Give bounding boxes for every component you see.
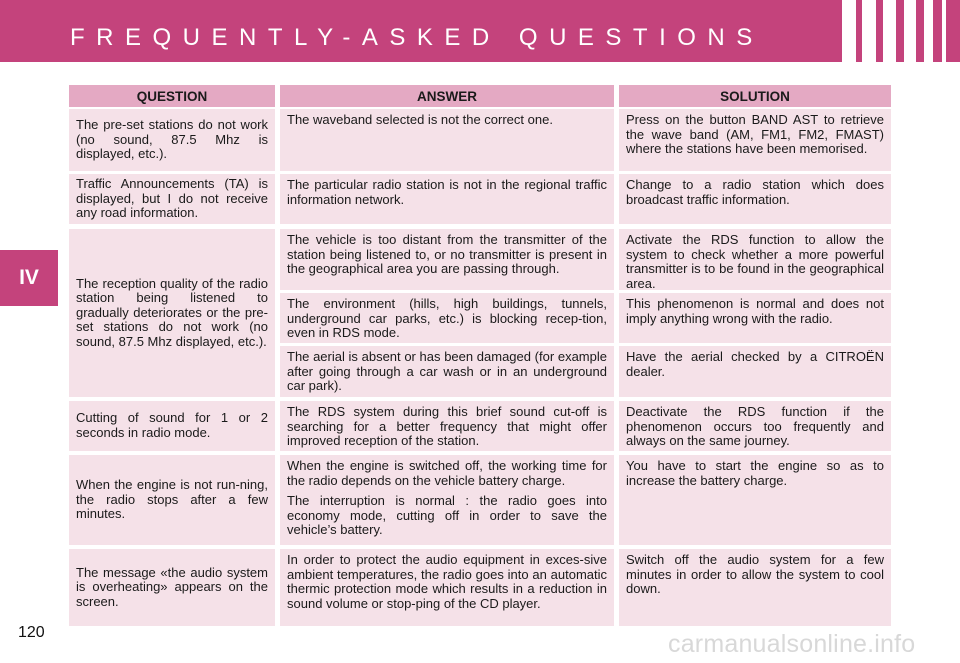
answer-cell (280, 455, 614, 545)
chapter-tab: IV (0, 250, 58, 306)
question-column-header: QUESTION (69, 85, 275, 107)
header-stripe (904, 0, 916, 62)
answer-cell (280, 174, 614, 224)
answer-cell (280, 229, 614, 290)
answer-text: The waveband selected is not the correct one. (287, 112, 553, 127)
header-band (0, 0, 960, 62)
header-stripe (862, 0, 876, 62)
answer-text: The interruption is normal : the radio goes into economy mode, cutting off in order to save the vehicle’s battery. (287, 493, 607, 538)
question-cell (69, 401, 275, 451)
answer-text: The particular radio station is not in the regional traffic information network. (287, 177, 607, 207)
solution-cell (619, 401, 891, 451)
page-number: 120 (18, 624, 45, 641)
answer-cell (280, 549, 614, 626)
question-cell (69, 229, 275, 397)
answer-text: In order to protect the audio equipment in exces-sive ambient temperatures, the radio goes into an automatic thermic protection mode which results in a reduction in sound volume or stop-ping of the CD player. (287, 552, 607, 611)
answer-cell (280, 346, 614, 397)
answer-cell (280, 109, 614, 171)
solution-text: Have the aerial checked by a CITROËN dealer. (626, 349, 884, 379)
question-cell (69, 174, 275, 224)
answer-column-header: ANSWER (280, 85, 614, 107)
watermark: carmanualsonline.info (668, 630, 916, 658)
answer-text: The vehicle is too distant from the transmitter of the station being listened to, or no transmitter is present in the geographical area you are passing through. (287, 232, 607, 277)
solution-cell (619, 549, 891, 626)
answer-text: The environment (hills, high buildings, tunnels, underground car parks, etc.) is blocking recep-tion, even in RDS mode. (287, 296, 607, 341)
question-text: Cutting of sound for 1 or 2 seconds in radio mode. (76, 410, 268, 440)
header-stripe (924, 0, 933, 62)
question-text: Traffic Announcements (TA) is displayed, but I do not receive any road information. (76, 176, 268, 221)
solution-text: Change to a radio station which does broadcast traffic information. (626, 177, 884, 207)
question-text: The pre-set stations do not work (no sound, 87.5 Mhz is displayed, etc.). (76, 117, 268, 162)
question-cell (69, 455, 275, 545)
question-cell (69, 109, 275, 171)
question-text: The reception quality of the radio station being listened to gradually deteriorates or the pre-set stations do not work (no sound, 87.5 Mhz displayed, etc.). (76, 275, 268, 349)
solution-text: You have to start the engine so as to increase the battery charge. (626, 458, 884, 488)
solution-text: Deactivate the RDS function if the phenomenon occurs too frequently and always on the same journey. (626, 404, 884, 449)
solution-column-header: SOLUTION (619, 85, 891, 107)
answer-text: When the engine is switched off, the working time for the radio depends on the vehicle battery charge. (287, 458, 607, 488)
header-stripe (942, 0, 946, 62)
question-text: When the engine is not run-ning, the radio stops after a few minutes. (76, 477, 268, 522)
answer-cell (280, 401, 614, 451)
header-stripe (842, 0, 856, 62)
solution-cell (619, 174, 891, 224)
solution-cell (619, 293, 891, 343)
answer-text: The aerial is absent or has been damaged (for example after going through a car wash or in an underground car park). (287, 349, 607, 394)
answer-cell (280, 293, 614, 343)
question-text: The message «the audio system is overheating» appears on the screen. (76, 564, 268, 609)
solution-cell (619, 109, 891, 171)
solution-text: This phenomenon is normal and does not imply anything wrong with the radio. (626, 296, 884, 326)
question-cell (69, 549, 275, 626)
solution-text: Activate the RDS function to allow the system to check whether a more powerful transmitter is to be found in the geographical area. (626, 232, 884, 291)
solution-text: Switch off the audio system for a few minutes in order to allow the system to cool down. (626, 552, 884, 597)
solution-cell (619, 455, 891, 545)
page-title: FREQUENTLY-ASKED QUESTIONS (70, 24, 764, 51)
header-stripe (883, 0, 896, 62)
solution-cell (619, 346, 891, 397)
solution-text: Press on the button BAND AST to retrieve the wave band (AM, FM1, FM2, FMAST) where the stations have been memorised. (626, 112, 884, 157)
answer-text: The RDS system during this brief sound cut-off is searching for a better frequency that might offer improved reception of the station. (287, 404, 607, 449)
solution-cell (619, 229, 891, 290)
